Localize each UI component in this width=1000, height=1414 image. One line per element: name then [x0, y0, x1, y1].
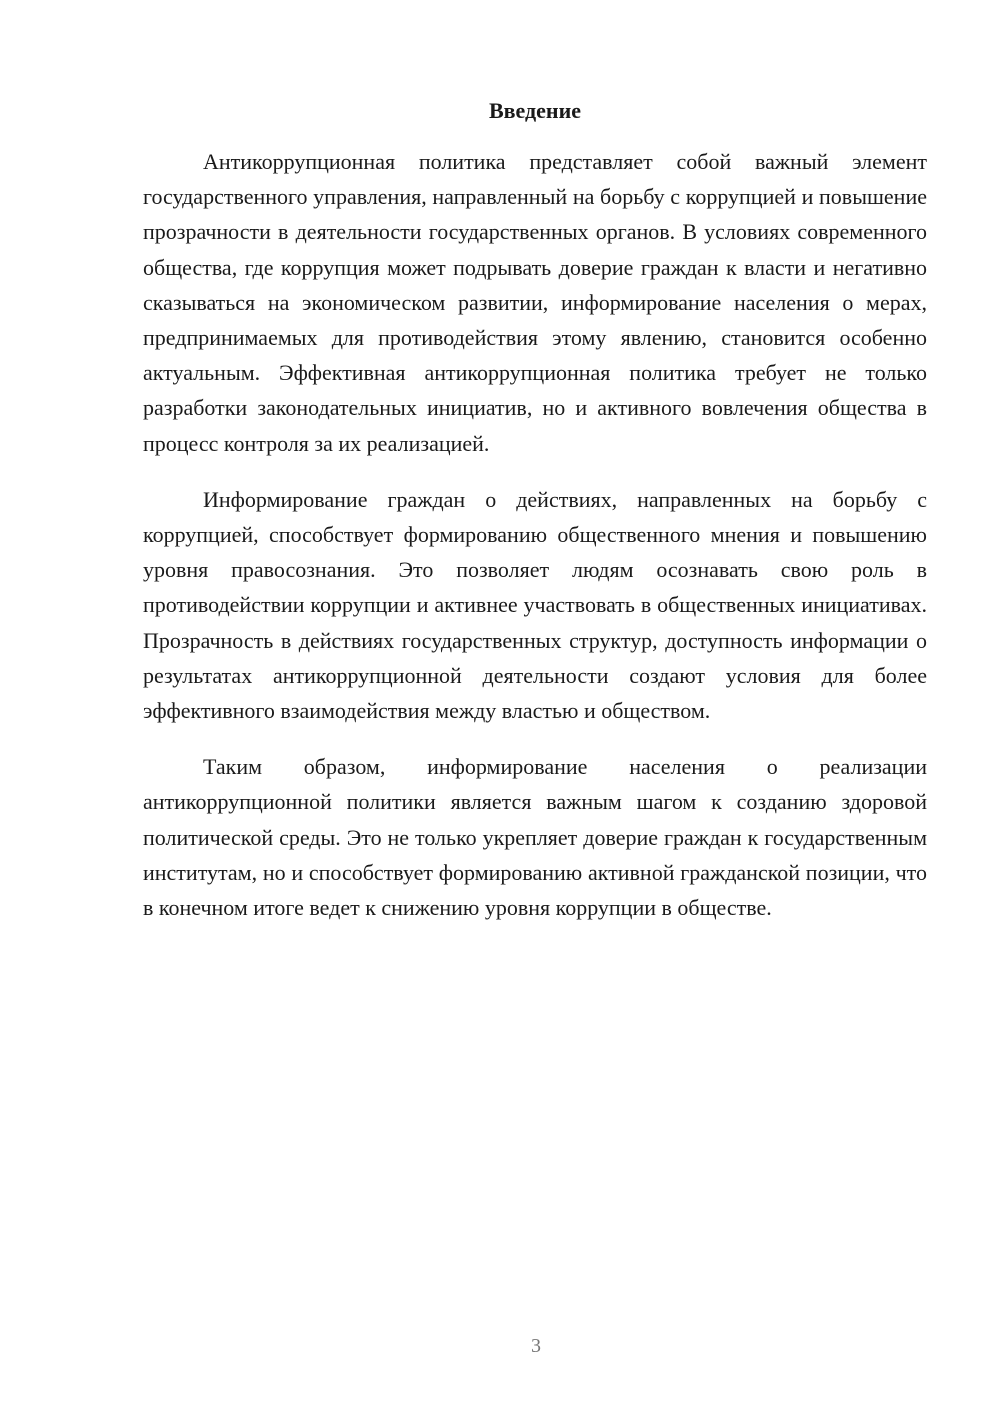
paragraph-1: Антикоррупционная политика представляет собой важный элемент государственного управления, направленный на борьбу с коррупцией и повышение прозрачности в деятельности государственных органов. В условиях современного общества, где коррупция может подрывать доверие граждан к власти и негативно сказываться на экономическом развитии, информирование населения о мерах, предпринимаемых для противодействия этому явлению, становится особенно актуальным. Эффективная антикоррупционная политика требует не только разработки законодательных инициатив, но и активного вовлечения общества в процесс контроля за их реализацией.	[143, 149, 927, 456]
page-number: 3	[531, 1335, 541, 1357]
paragraph-3: Таким образом, информирование населения о реализации антикоррупционной политики является важным шагом к созданию здоровой политической среды. Это не только укрепляет доверие граждан к государственным институтам, но и способствует формированию активной гражданской позиции, что в конечном итоге ведет к снижению уровня коррупции в обществе.	[143, 754, 927, 921]
page-content	[143, 96, 927, 946]
paragraph-2: Информирование граждан о действиях, направленных на борьбу с коррупцией, способствует формированию общественного мнения и повышению уровня правосознания. Это позволяет людям осознавать свою роль в противодействии коррупции и активнее участвовать в общественных инициативах. Прозрачность в действиях государственных структур, доступность информации о результатах антикоррупционной деятельности создают условия для более эффективного взаимодействия между властью и обществом.	[143, 486, 927, 724]
section-heading: Введение	[488, 98, 582, 123]
